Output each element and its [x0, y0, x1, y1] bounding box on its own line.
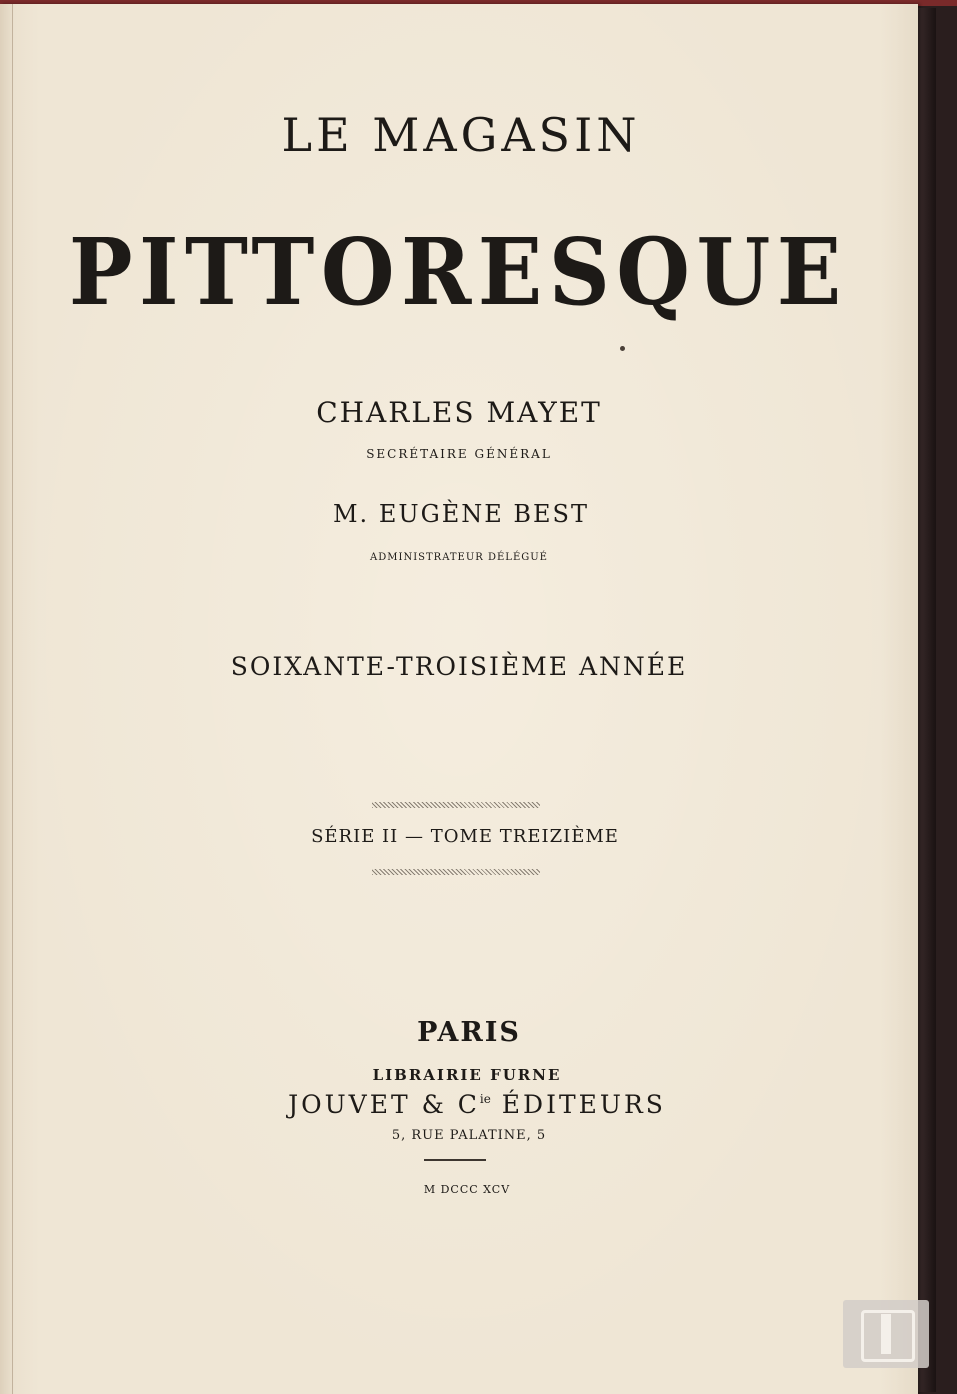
administrator-name: M. EUGÈNE BEST [332, 500, 590, 528]
imprint-city: PARIS [417, 1017, 521, 1048]
imprint-library: LIBRAIRIE FURNE [372, 1066, 562, 1084]
year-line: SOIXANTE-TROISIÈME ANNÉE [230, 652, 688, 681]
editor-name: CHARLES MAYET [316, 396, 602, 429]
imprint-rule [424, 1159, 486, 1161]
ornamental-rule-bottom [372, 869, 540, 875]
editor-role: SECRÉTAIRE GÉNÉRAL [366, 447, 552, 461]
imprint-address: 5, RUE PALATINE, 5 [391, 1128, 547, 1143]
administrator-role: ADMINISTRATEUR DÉLÉGUÉ [370, 552, 548, 563]
publisher-name-part: ÉDITEURS [490, 1090, 666, 1119]
series-line: SÉRIE II — TOME TREIZIÈME [311, 826, 619, 847]
publisher-name-part: JOUVET & C [288, 1090, 480, 1119]
imprint-publisher [0, 1090, 936, 1119]
publisher-name-superscript: ie [479, 1092, 491, 1106]
ink-speck [620, 346, 625, 351]
title-line-2: PITTORESQUE [68, 218, 848, 326]
ornamental-rule-top [372, 802, 540, 808]
library-stamp-icon [843, 1300, 929, 1368]
imprint-date: M DCCC XCV [423, 1183, 511, 1196]
title-line-1: LE MAGASIN [281, 108, 641, 162]
